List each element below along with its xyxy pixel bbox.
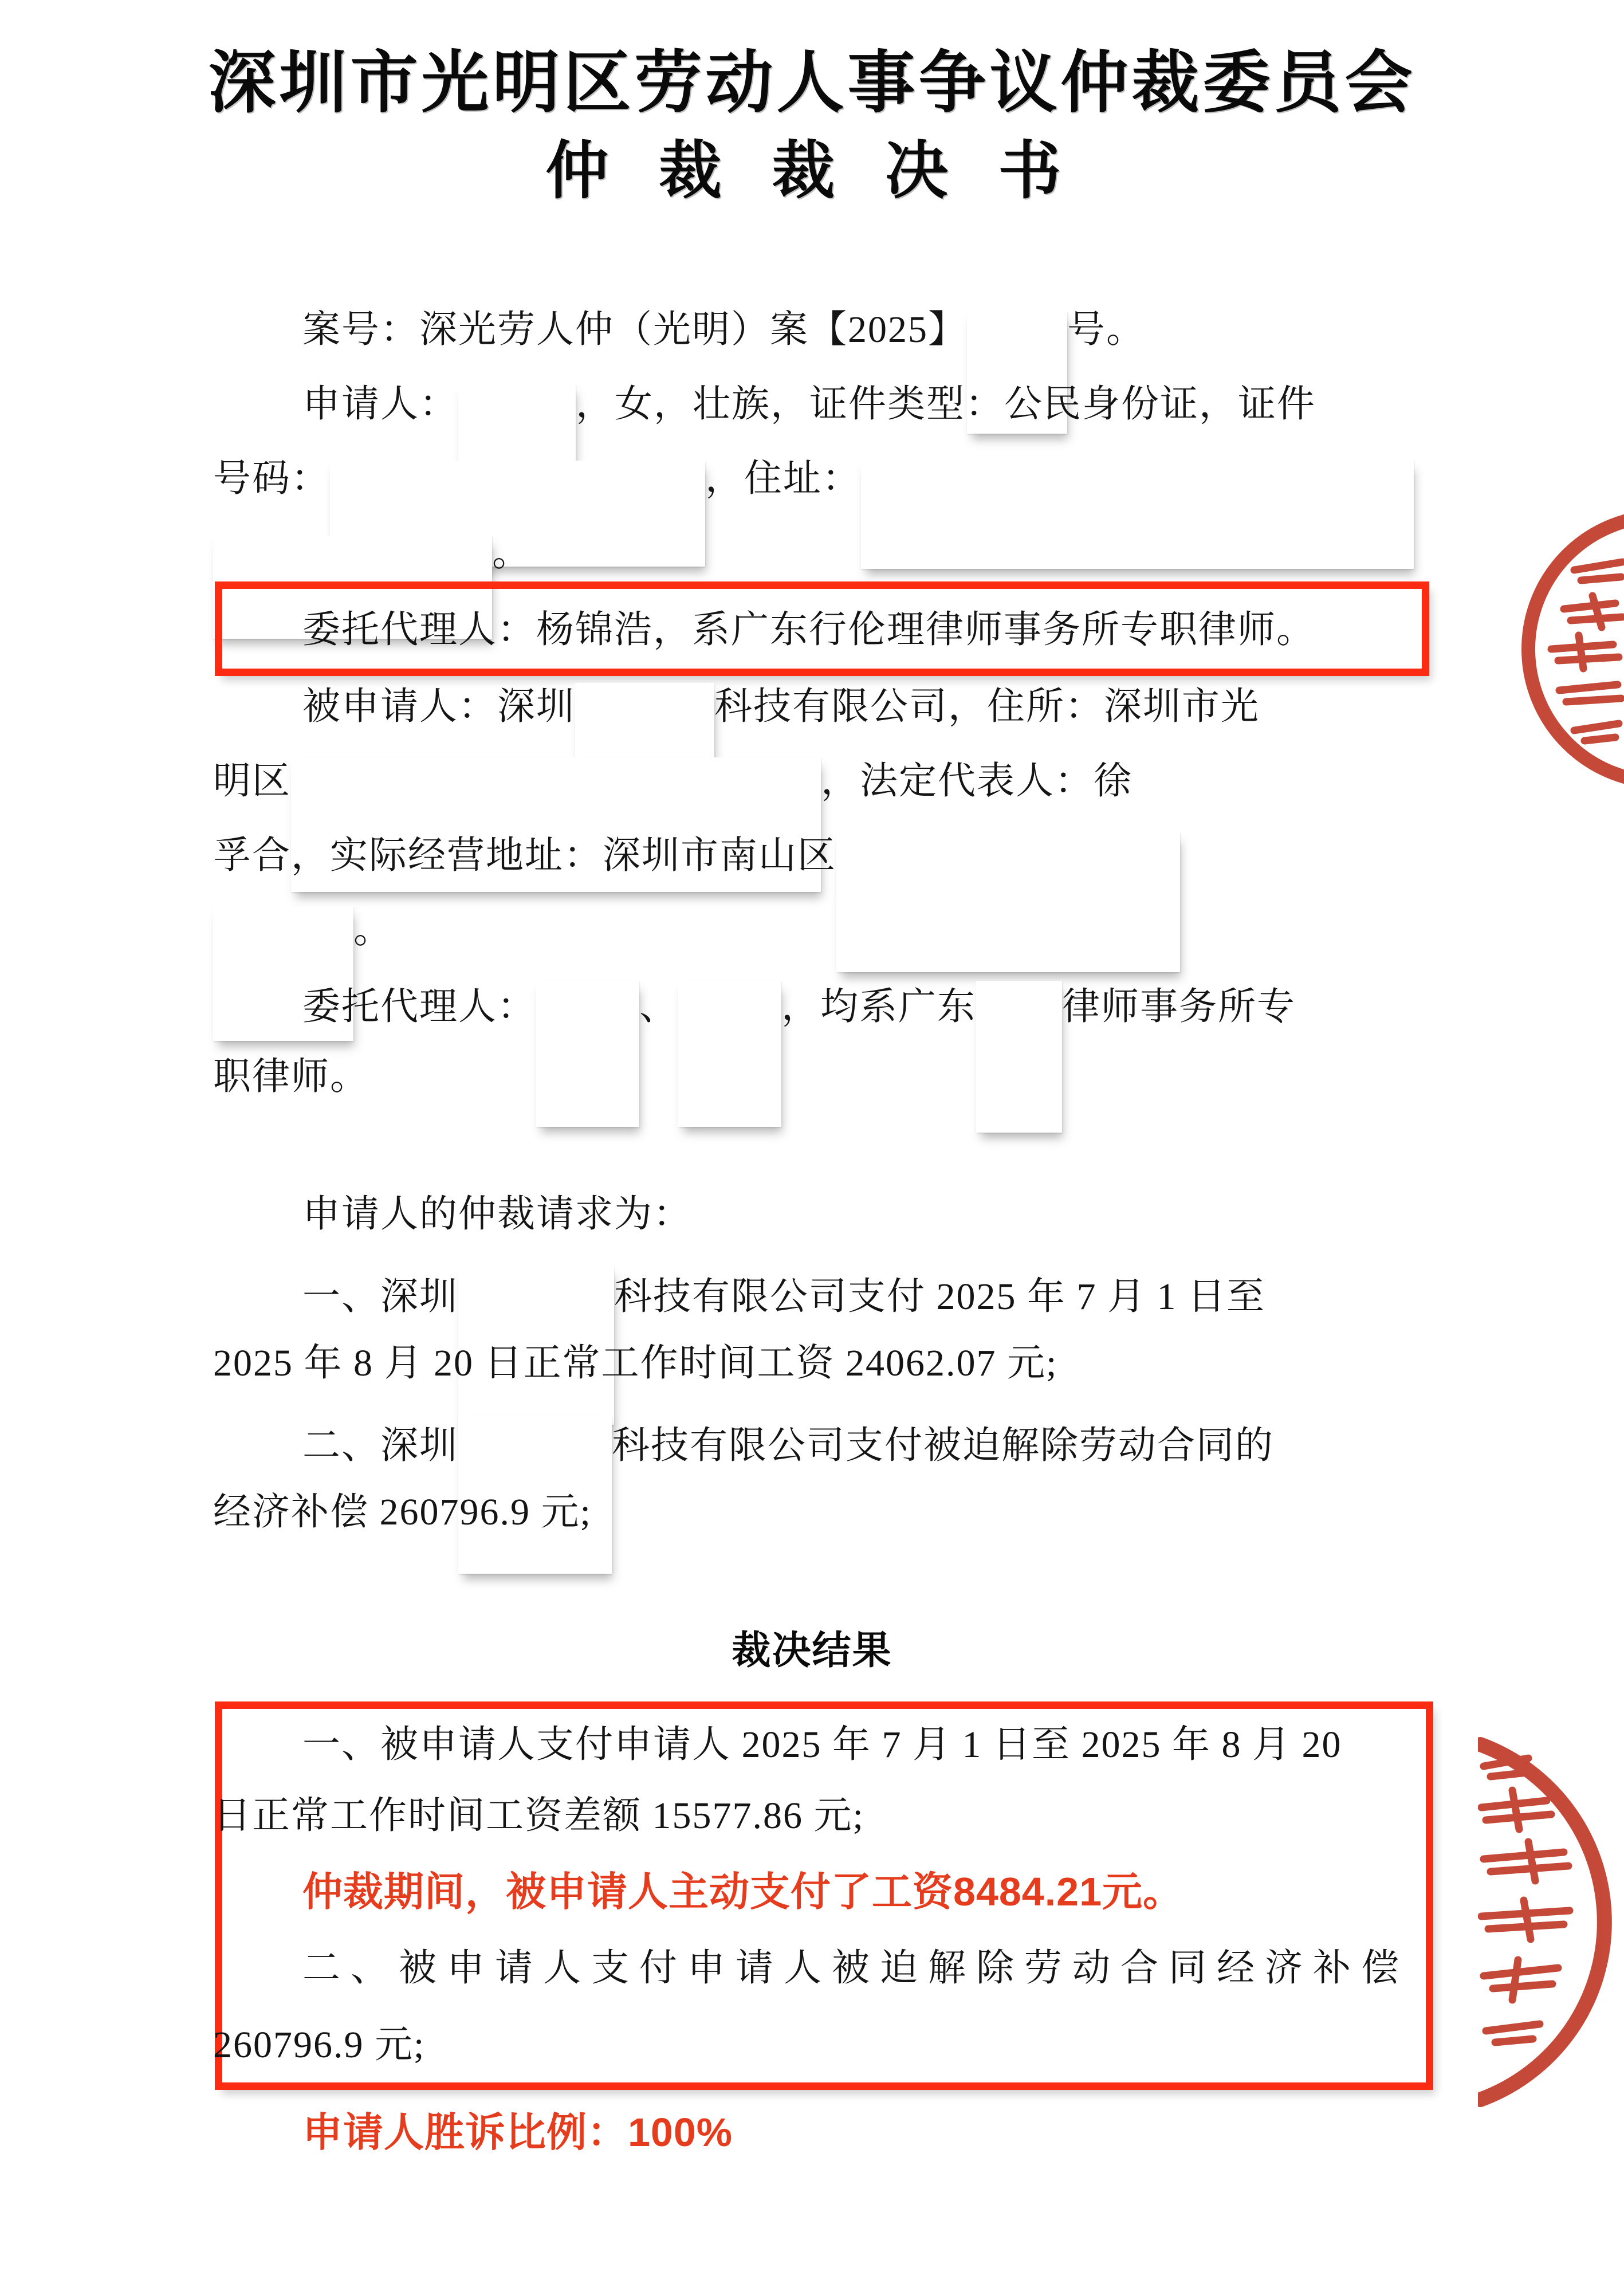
verdict-2-amount: 260796.9 元; xyxy=(213,2024,426,2066)
claim-2-text: 科技有限公司支付被迫解除劳动合同的 xyxy=(612,1425,1274,1467)
document-title-committee: 深圳市光明区劳动人事争议仲裁委员会 xyxy=(208,46,1416,121)
claim-item-1-line-2 xyxy=(213,1342,1057,1385)
document-title-award: 仲 裁 裁 决 书 xyxy=(545,136,1079,206)
red-seal-top-icon xyxy=(1478,513,1624,788)
agent-line-wrap: 职律师。 xyxy=(213,1056,369,1098)
respondent-district: 明区 xyxy=(213,760,291,802)
agent-firm-suffix: 律师事务所专 xyxy=(1062,986,1296,1028)
verdict-2-text: 二、被申请人支付申请人被迫解除劳动合同经济补偿 xyxy=(302,1947,1409,1989)
id-number-label: 号码： xyxy=(213,458,330,500)
verdict-paid-note-text: 仲裁期间，被申请人主动支付了工资8484.21元。 xyxy=(302,1869,1184,1914)
verdict-1-amount: 日正常工作时间工资差额 15577.86 元; xyxy=(213,1795,864,1837)
respondent-agent-label: 委托代理人： xyxy=(302,986,536,1028)
win-rate-note xyxy=(302,2109,733,2156)
applicant-info: ，女，壮族，证件类型：公民身份证，证件 xyxy=(576,383,1316,425)
applicant-label: 申请人： xyxy=(302,383,458,425)
verdict-item-1-line-2 xyxy=(213,1794,864,1838)
claim-2-amount: 经济补偿 260796.9 元; xyxy=(213,1491,592,1533)
redaction-box xyxy=(976,981,1062,1133)
redaction-box xyxy=(536,981,639,1127)
claim-2-prefix: 二、深圳 xyxy=(302,1425,458,1467)
verdict-heading: 裁决结果 xyxy=(732,1629,892,1672)
claim-item-2-line-2 xyxy=(213,1491,592,1534)
agent-firm-prefix: ，均系广东 xyxy=(781,986,976,1028)
respondent-agent-line-1 xyxy=(302,981,1296,1133)
redaction-box xyxy=(861,460,1414,569)
verdict-item-2-line-1 xyxy=(302,1947,1409,1990)
redaction-box xyxy=(678,981,781,1127)
case-number-prefix: 案号：深光劳人仲（光明）案【2025】 xyxy=(302,309,967,351)
case-number-suffix: 号。 xyxy=(1067,309,1145,351)
claim-1-prefix: 一、深圳 xyxy=(302,1276,458,1318)
claim-1-amount: 2025 年 8 月 20 日正常工作时间工资 24062.07 元; xyxy=(213,1342,1058,1384)
redaction-box xyxy=(836,832,1180,972)
verdict-item-2-line-2 xyxy=(213,2023,425,2067)
business-address-label: 孚合，实际经营地址：深圳市南山区 xyxy=(213,835,836,877)
claims-intro xyxy=(302,1193,692,1236)
applicant-agent-line xyxy=(302,608,1315,652)
respondent-info: 科技有限公司，住所：深圳市光 xyxy=(714,686,1260,728)
verdict-1-text: 一、被申请人支付申请人 2025 年 7 月 1 日至 2025 年 8 月 20 xyxy=(302,1724,1342,1766)
claims-intro-text: 申请人的仲裁请求为： xyxy=(302,1193,692,1235)
respondent-label: 被申请人：深圳 xyxy=(302,686,575,728)
claim-1-text: 科技有限公司支付 2025 年 7 月 1 日至 xyxy=(614,1276,1265,1318)
red-seal-bottom-icon xyxy=(1478,1722,1624,2123)
verdict-item-1-line-1 xyxy=(302,1723,1342,1767)
applicant-agent-text: 委托代理人：杨锦浩，系广东行伦理律师事务所专职律师。 xyxy=(302,609,1315,651)
agent-separator: 、 xyxy=(639,986,678,1028)
address-period: 。 xyxy=(492,532,531,574)
verdict-paid-note xyxy=(302,1869,1183,1915)
win-rate-text: 申请人胜诉比例：100% xyxy=(302,2110,733,2155)
address-label: ，住址： xyxy=(705,458,861,500)
respondent-agent-line-2 xyxy=(213,1055,369,1099)
legal-rep-label: ，法定代表人：徐 xyxy=(821,760,1133,802)
respondent-address-period: 。 xyxy=(353,909,392,951)
